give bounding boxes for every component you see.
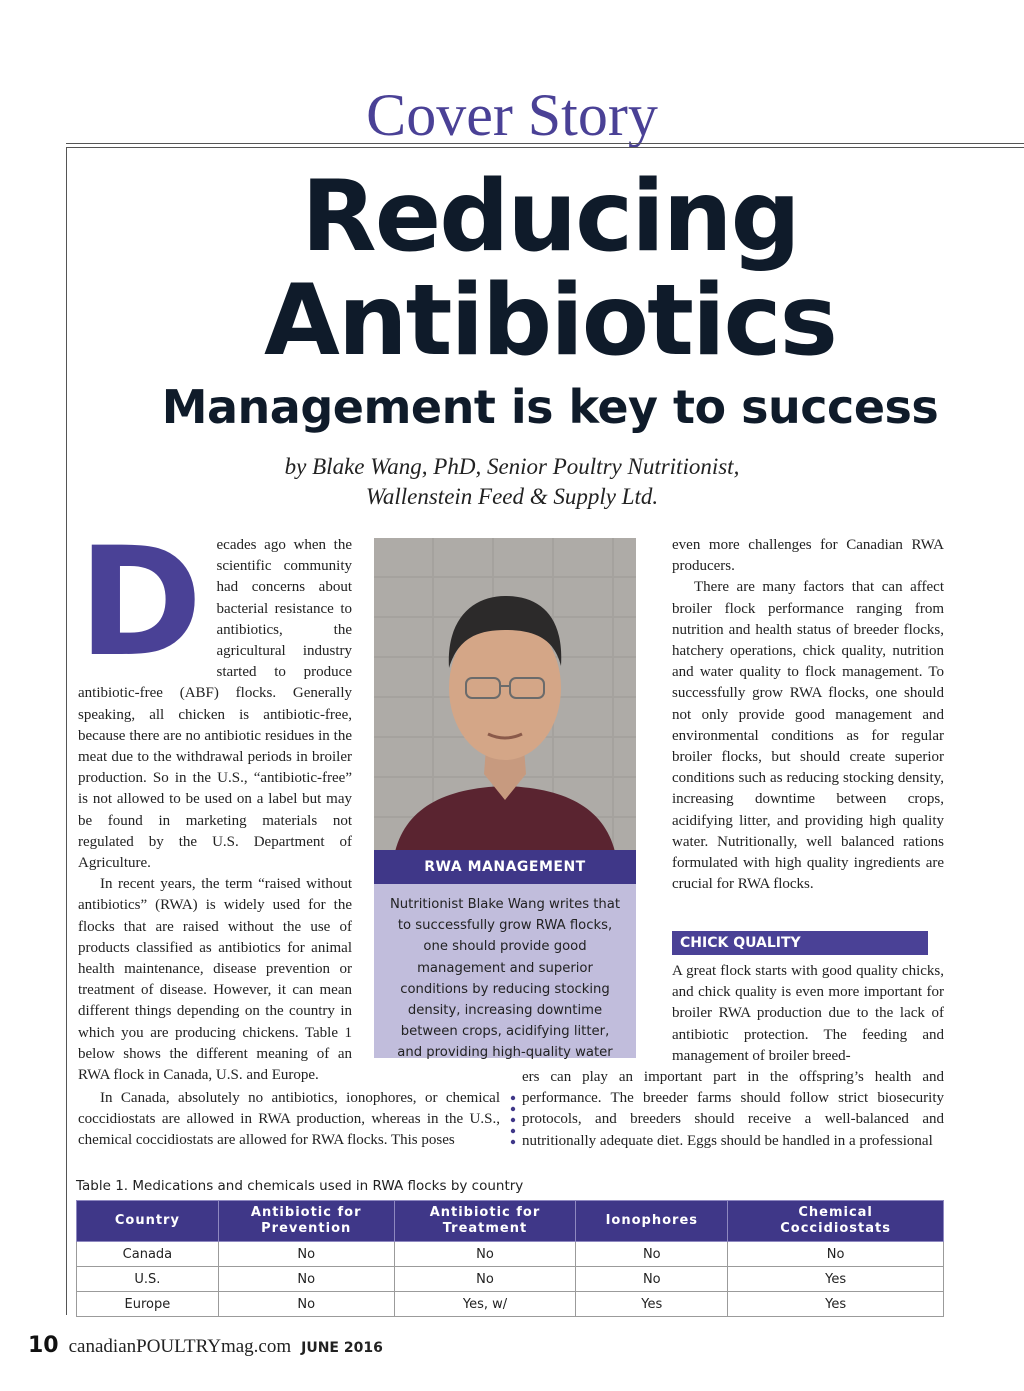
sidebar-title: RWA MANAGEMENT bbox=[374, 850, 636, 884]
article-bottom-right bbox=[522, 1067, 944, 1152]
table-cell: Yes bbox=[728, 1292, 944, 1317]
table-cell: Yes bbox=[576, 1292, 728, 1317]
article-column-3 bbox=[672, 535, 944, 895]
header-ionophores: Ionophores bbox=[576, 1201, 728, 1242]
table-cell: Europe bbox=[77, 1292, 219, 1317]
table-cell: No bbox=[576, 1267, 728, 1292]
table-row bbox=[77, 1292, 944, 1317]
table-cell: No bbox=[728, 1242, 944, 1267]
col3-paragraph-4: ers can play an important part in the offspring’s health and performance. The breeder farms should follow strict biosecurity protocols, and breeders should receive a well-balanced and nutritionally adequate diet. Eggs should be handled in a professional bbox=[522, 1069, 944, 1149]
section-label: Cover Story bbox=[366, 82, 658, 148]
subhead: Management is key to success bbox=[161, 380, 939, 434]
table-row bbox=[77, 1242, 944, 1267]
headline bbox=[0, 160, 1024, 378]
header-country: Country bbox=[77, 1201, 219, 1242]
page-footer bbox=[28, 1333, 383, 1361]
issue-date: JUNE 2016 bbox=[301, 1340, 383, 1356]
table-cell: No bbox=[394, 1267, 576, 1292]
sidebar-caption bbox=[374, 850, 636, 1061]
table-cell: No bbox=[576, 1242, 728, 1267]
table-row bbox=[77, 1267, 944, 1292]
header-antibiotic-prevention: Antibiotic for Prevention bbox=[218, 1201, 394, 1242]
table-cell: No bbox=[394, 1242, 576, 1267]
sidebar-text: Nutritionist Blake Wang writes that to successfully grow RWA flocks, one should provide good management and superior conditions by reducing stocking density, increasing downtime between crops, acidifying litter, and providing high-quality water bbox=[389, 897, 621, 1061]
page-number: 10 bbox=[28, 1333, 59, 1358]
col3-paragraph-2: There are many factors that can affect broiler flock performance ranging from nutrition and health status of breeder flocks, hatchery operations, chick quality, nutrition and water quality to flock management. To successfully grow RWA flocks, one should not only provide good management and environmental conditions as for regular broiler flocks, but should create superior conditions such as reducing stocking density, increasing downtime between crops, acidifying litter, and providing high quality water. Nutritionally, well balanced rations formulated with high quality ingredients are crucial for RWA flocks. bbox=[672, 579, 944, 893]
column-divider-dots-icon bbox=[509, 1094, 517, 1146]
col3-paragraph-1: even more challenges for Canadian RWA producers. bbox=[672, 537, 944, 575]
header-antibiotic-treatment: Antibiotic for Treatment bbox=[394, 1201, 576, 1242]
table-cell: No bbox=[218, 1267, 394, 1292]
byline bbox=[0, 452, 1024, 512]
header-chemical-coccidiostats: Chemical Coccidiostats bbox=[728, 1201, 944, 1242]
article-bottom-left bbox=[78, 1088, 500, 1152]
portrait-icon bbox=[374, 538, 636, 856]
top-rule bbox=[66, 143, 1024, 144]
site-name: canadianPOULTRYmag.com bbox=[68, 1336, 292, 1357]
table-caption: Table 1. Medications and chemicals used in RWA flocks by country bbox=[76, 1178, 524, 1194]
article-column-3-lower bbox=[672, 961, 944, 1067]
paragraph-2: In recent years, the term “raised without antibiotics” (RWA) is widely used for the flocks that are raised without the use of products classified as antibiotics for animal health maintenance, disease prevention or treatment of disease. However, it can mean different things depending on the country in which you are producing chickens. Table 1 below shows the different meaning of an RWA flock in Canada, U.S. and Europe. bbox=[78, 876, 352, 1084]
section-subtitle-chick-quality: CHICK QUALITY bbox=[672, 931, 928, 955]
table-cell: No bbox=[218, 1242, 394, 1267]
table-cell: Canada bbox=[77, 1242, 219, 1267]
paragraph-3: In Canada, absolutely no antibiotics, ionophores, or chemical coccidiostats are allowed in RWA production, whereas in the U.S., chemical coccidiostats are allowed for RWA flocks. This poses bbox=[78, 1090, 500, 1149]
portrait-photo bbox=[374, 538, 636, 856]
table-cell: Yes, w/ bbox=[394, 1292, 576, 1317]
headline-line-1: Reducing bbox=[301, 160, 799, 274]
drop-cap: D bbox=[78, 516, 203, 690]
headline-line-2: Antibiotics bbox=[264, 264, 836, 378]
byline-line-2: Wallenstein Feed & Supply Ltd. bbox=[365, 484, 659, 509]
table-cell: U.S. bbox=[77, 1267, 219, 1292]
col3-paragraph-3: A great flock starts with good quality chicks, and chick quality is even more important for broiler RWA production due to the lack of antibiotic protection. The feeding and management of broiler breed- bbox=[672, 963, 944, 1064]
article-column-1 bbox=[78, 516, 352, 1085]
rwa-table bbox=[76, 1200, 944, 1317]
top-rule-inner bbox=[66, 147, 1024, 148]
table-cell: No bbox=[218, 1292, 394, 1317]
table-header-row bbox=[77, 1201, 944, 1242]
byline-line-1: by Blake Wang, PhD, Senior Poultry Nutritionist, bbox=[284, 454, 740, 479]
paragraph-1: ecades ago when the scientific community had concerns about bacterial resistance to antibiotics, the agricultural industry started to produce antibiotic-free (ABF) flocks. Generally speaking, all chicken is antibiotic-free, because there are no antibiotic residues in the meat due to the withdrawal periods in broiler production. So in the U.S., “antibiotic-free” is not allowed to be used on a label but may be found in marketing materials not regulated by the U.S. Department of Agriculture. bbox=[78, 537, 352, 872]
table-cell: Yes bbox=[728, 1267, 944, 1292]
